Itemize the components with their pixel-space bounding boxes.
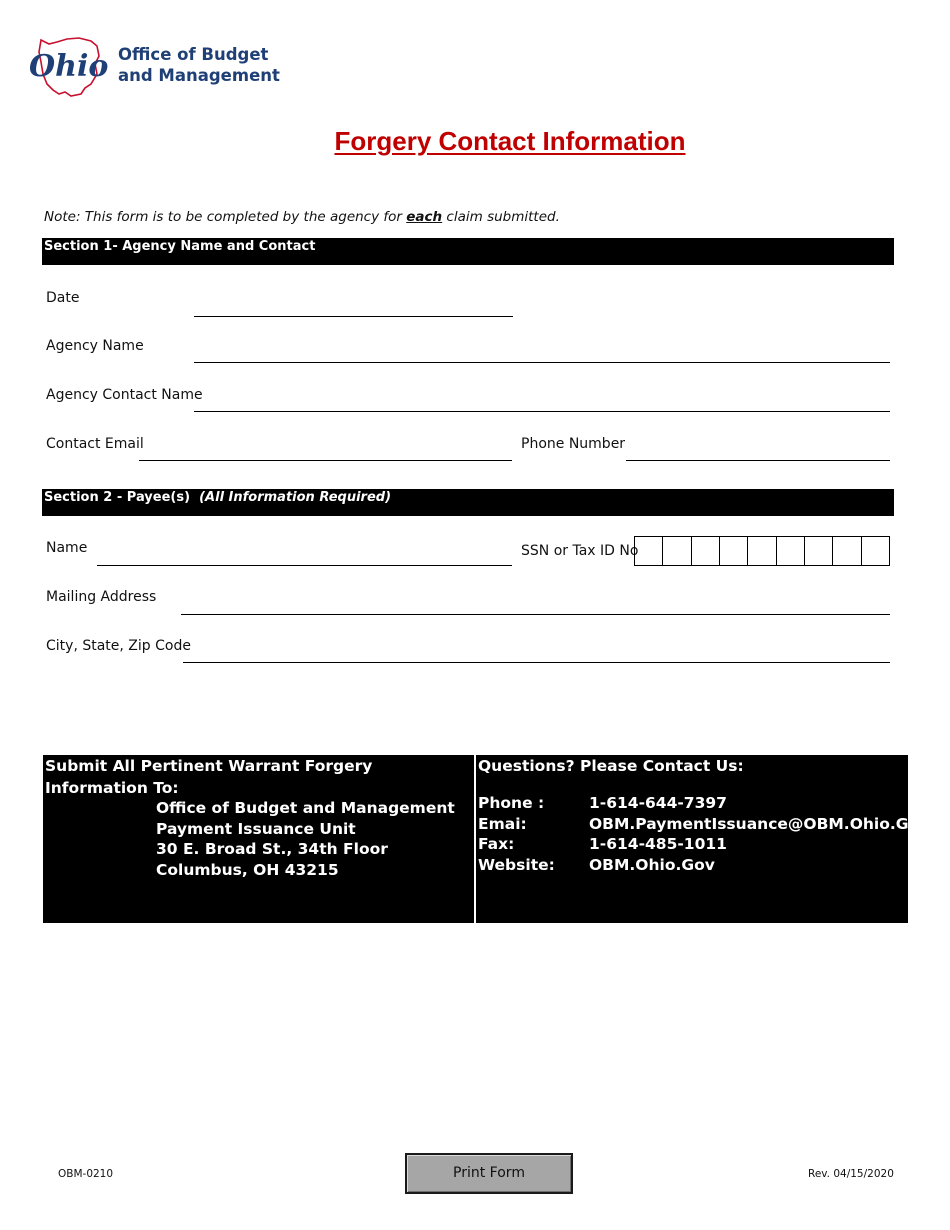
contact-email-label: Contact Email bbox=[46, 436, 144, 452]
city-state-zip-field[interactable] bbox=[183, 662, 890, 663]
website-contact-label: Website: bbox=[478, 855, 555, 874]
ssn-digit-box[interactable] bbox=[833, 537, 861, 565]
submit-heading: Submit All Pertinent Warrant Forgery Information To: bbox=[45, 757, 373, 797]
payee-name-field[interactable] bbox=[97, 565, 512, 566]
org-name-line1: Office of Budget bbox=[118, 45, 269, 64]
agency-name-label: Agency Name bbox=[46, 338, 144, 354]
contact-email-field[interactable] bbox=[139, 460, 512, 461]
fax-contact-value: 1-614-485-1011 bbox=[589, 835, 727, 853]
phone-contact-label: Phone : bbox=[478, 794, 545, 812]
form-code: OBM-0210 bbox=[58, 1168, 114, 1180]
city-state-zip-label: City, State, Zip Code bbox=[46, 638, 191, 654]
ssn-digit-box[interactable] bbox=[805, 537, 833, 565]
questions-heading: Questions? Please Contact Us: bbox=[478, 757, 744, 775]
date-label: Date bbox=[46, 290, 80, 306]
ssn-digit-box[interactable] bbox=[862, 537, 889, 565]
date-field[interactable] bbox=[194, 316, 513, 317]
mailing-address-block bbox=[156, 798, 455, 880]
agency-contact-label: Agency Contact Name bbox=[46, 387, 203, 403]
phone-number-field[interactable] bbox=[626, 460, 890, 461]
email-contact-value[interactable]: OBM.PaymentIssuance@OBM.Ohio.Gov bbox=[589, 814, 930, 833]
organization-name bbox=[118, 44, 280, 86]
section1-header: Section 1- Agency Name and Contact bbox=[42, 238, 894, 265]
section2-title-note: (All Information Required) bbox=[199, 490, 392, 505]
fax-contact-label: Fax: bbox=[478, 835, 515, 853]
print-form-button[interactable]: Print Form bbox=[405, 1153, 573, 1194]
form-note: Note: This form is to be completed by the agency for each claim submitted. bbox=[44, 209, 560, 225]
revision-date: Rev. 04/15/2020 bbox=[808, 1168, 894, 1180]
payee-name-label: Name bbox=[46, 540, 88, 556]
contact-values bbox=[589, 793, 929, 875]
ohio-state-outline-icon bbox=[27, 34, 117, 98]
phone-contact-value: 1-614-644-7397 bbox=[589, 794, 727, 812]
email-contact-label: Emai: bbox=[478, 814, 527, 833]
info-panel-divider bbox=[474, 755, 476, 923]
address-line: Office of Budget and Management bbox=[156, 799, 455, 817]
section2-title: Section 2 - Payee(s) bbox=[44, 490, 191, 505]
mailing-address-field[interactable] bbox=[181, 614, 890, 615]
agency-name-field[interactable] bbox=[194, 362, 890, 363]
address-line: Columbus, OH 43215 bbox=[156, 860, 339, 879]
ssn-digit-box[interactable] bbox=[692, 537, 720, 565]
ssn-digit-box[interactable] bbox=[720, 537, 748, 565]
note-emphasis: each bbox=[406, 209, 443, 225]
phone-number-label: Phone Number bbox=[521, 436, 626, 452]
page-title: Forgery Contact Information bbox=[334, 126, 686, 156]
ssn-digit-box[interactable] bbox=[663, 537, 691, 565]
website-contact-value[interactable]: OBM.Ohio.Gov bbox=[589, 855, 715, 874]
logo-wordmark: Ohio bbox=[29, 49, 109, 84]
ssn-input-boxes[interactable] bbox=[634, 536, 890, 566]
ssn-digit-box[interactable] bbox=[635, 537, 663, 565]
mailing-address-label: Mailing Address bbox=[46, 589, 157, 605]
org-name-line2: and Management bbox=[118, 66, 280, 85]
contact-labels bbox=[478, 793, 555, 875]
address-line: Payment Issuance Unit bbox=[156, 819, 356, 838]
agency-contact-field[interactable] bbox=[194, 411, 890, 412]
section2-header bbox=[42, 489, 894, 516]
ssn-label: SSN or Tax ID No bbox=[521, 543, 639, 559]
ssn-digit-box[interactable] bbox=[777, 537, 805, 565]
ssn-digit-box[interactable] bbox=[748, 537, 776, 565]
address-line: 30 E. Broad St., 34th Floor bbox=[156, 840, 388, 858]
